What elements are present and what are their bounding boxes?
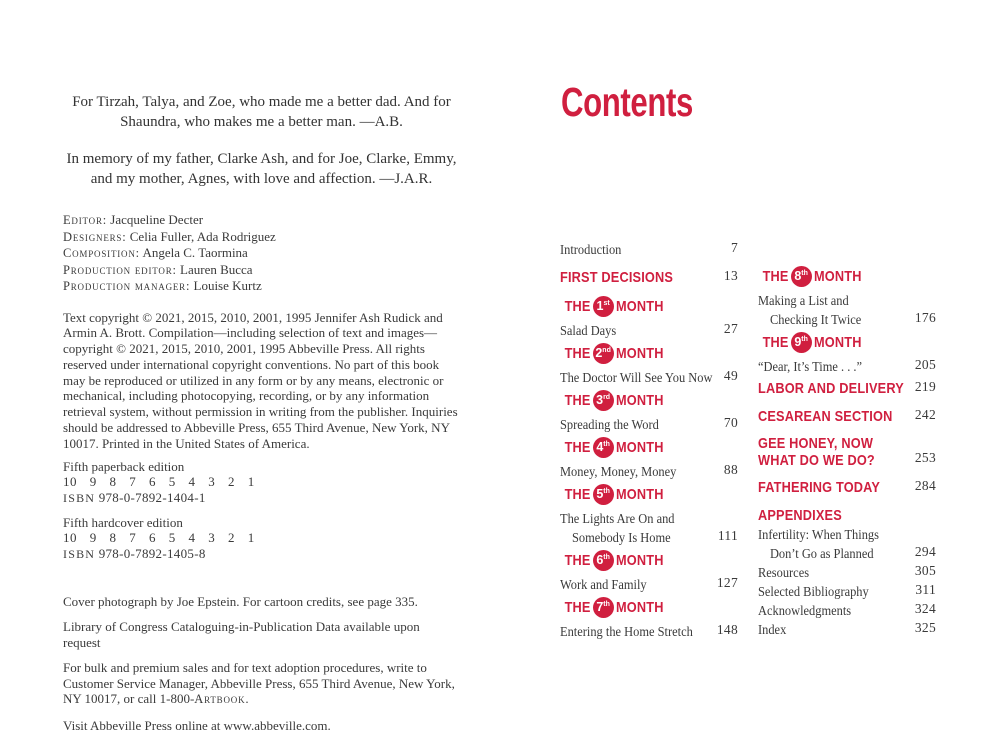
dedication-1 [63,92,460,132]
dedication-1-line2: Shaundra, who makes me a better man. —A.B. [120,114,403,130]
toc-page-number: 148 [716,622,738,637]
toc-page-number: 294 [914,544,936,559]
dedication-1-line1: For Tirzah, Talya, and Zoe, who made me a better dad. And for [72,94,451,110]
page-title: Contents [561,79,693,125]
toc-page-number: 13 [723,268,738,283]
toc-section-title: GEE HONEY, NOW WHAT DO WE DO? [758,435,875,469]
edition-title: Fifth hardcover edition [63,514,183,530]
isbn-line [63,490,460,506]
publisher-notes [63,594,460,734]
month-heading-the: THE [564,345,591,362]
month-heading-the: THE [762,268,789,285]
copyright-page [63,92,460,733]
month-heading-month: MONTH [615,298,664,315]
edition-hardcover [63,515,460,562]
month-number-badge: 3 rd [593,390,614,411]
month-heading-month: MONTH [813,268,862,285]
edition-paperback [63,459,460,506]
credit-composition [63,245,460,262]
toc-subtitle: The Lights Are On and Somebody Is Home [560,511,675,545]
toc-subtitle-row [560,415,738,434]
month-heading-the: THE [762,334,789,351]
month-number-badge: 6 th [593,550,614,571]
printers-key: 10 9 8 7 6 5 4 3 2 1 [63,473,255,489]
isbn-label: ISBN [63,546,96,561]
toc-page-number: 111 [717,528,738,543]
toc-page-number: 88 [723,462,738,477]
toc-subtitle: Infertility: When Things Don’t Go as Planned [758,527,879,561]
month-number-badge: 5 th [593,484,614,505]
toc-page-number: 325 [914,620,936,635]
month-heading-month: MONTH [615,486,664,503]
credit-production-editor [63,262,460,279]
toc-entry-month-5 [560,484,738,547]
toc-page-number: 127 [716,575,738,590]
isbn-label: ISBN [63,490,96,505]
bulk-sales-note [63,660,460,708]
credit-label: Designers: [63,229,127,244]
month-heading [560,343,738,364]
toc-section-title: APPENDIXES [758,507,842,524]
isbn-number: 978-0-7892-1404-1 [98,489,206,505]
toc-entry-acknowledgments [758,601,936,620]
toc-page-number: 219 [914,379,936,394]
toc-page-number: 49 [723,368,738,383]
credit-production-manager [63,278,460,295]
toc-title-text: Introduction [560,242,622,257]
credit-value: Celia Fuller, Ada Rodriguez [129,228,276,244]
month-heading [758,332,936,353]
toc-entry-appendixes-heading [758,506,936,525]
month-heading-the: THE [564,486,591,503]
toc-entry-index [758,620,936,639]
toc-subtitle-row [560,509,738,547]
month-number-badge: 4 th [593,437,614,458]
copyright-paragraph: Text copyright © 2021, 2015, 2010, 2001, 1995 Jennifer Ash Rudick and Armin A. Brott. Compilation—including selection of text and images—copyright © 2021, 2015, 2010, 2001, 1995 Abbeville Press. All rights reserved under international copyright conventions. No part of this book may be reproduced or utilized in any form or by any means, electronic or mechanical, including photocopying, recording, or by any information retrieval system, without permission in writing from the publisher. Inquiries should be addressed to Abbeville Press, 655 Third Avenue, New York, NY 10017. Printed in the United States of America. [63,309,458,451]
month-number-badge: 7 th [593,597,614,618]
toc-subtitle: “Dear, It’s Time . . .” [758,359,863,374]
isbn-number: 978-0-7892-1405-8 [98,545,206,561]
month-heading [560,296,738,317]
credits-list [63,212,460,295]
library-of-congress-note: Library of Congress Cataloguing-in-Publication Data available upon request [63,619,420,650]
toc-entry-first-decisions [560,268,738,287]
credit-label: Composition: [63,246,140,260]
toc-subtitle-row [758,357,936,376]
month-heading [560,437,738,458]
credit-designers [63,229,460,246]
toc-entry-month-4 [560,437,738,481]
toc-entry-month-8 [758,266,936,329]
dedication-2-line2: and my mother, Agnes, with love and affection. —J.A.R. [90,171,433,187]
toc-subtitle-row [560,575,738,594]
toc-subtitle: Money, Money, Money [560,464,677,479]
month-number-badge: 2 nd [593,343,614,364]
toc-page-number: 176 [914,310,936,325]
toc-title-text: Index [758,622,787,637]
toc-column-1 [560,240,738,644]
month-heading-month: MONTH [813,334,862,351]
month-heading [560,484,738,505]
month-heading-the: THE [564,599,591,616]
month-number-badge: 1 st [593,296,614,317]
website-note: Visit Abbeville Press online at www.abbeville.com. [63,717,331,733]
toc-page-number: 242 [914,407,936,422]
toc-subtitle-row [560,368,738,387]
toc-entry-infertility [758,525,936,563]
credit-label: Editor: [63,213,108,227]
month-heading-month: MONTH [615,552,664,569]
edition-title: Fifth paperback edition [63,458,185,474]
credit-value: Lauren Bucca [180,261,253,277]
toc-entry-month-2 [560,343,738,387]
toc-page-number: 70 [723,415,738,430]
toc-title-text: Acknowledgments [758,603,852,618]
toc-entry-month-3 [560,390,738,434]
credit-label: Production manager: [63,279,191,293]
cover-credit-note: Cover photograph by Joe Epstein. For cartoon credits, see page 335. [63,593,418,609]
toc-subtitle: Salad Days [560,323,617,338]
toc-section-title: FIRST DECISIONS [560,269,674,286]
month-heading [560,597,738,618]
credit-editor [63,212,460,229]
month-heading-month: MONTH [615,439,664,456]
toc-entry-gee-honey [758,435,936,469]
toc-subtitle-row [758,291,936,329]
month-number-badge: 8 th [791,266,812,287]
month-heading-the: THE [564,439,591,456]
month-number-badge: 9 th [791,332,812,353]
toc-subtitle: Making a List and Checking It Twice [758,293,862,327]
toc-entry-month-1 [560,296,738,340]
toc-entry-introduction [560,240,738,259]
toc-page-number: 305 [914,563,936,578]
month-heading [758,266,936,287]
printers-key: 10 9 8 7 6 5 4 3 2 1 [63,529,255,545]
toc-page-number: 253 [914,450,936,465]
credit-label: Production editor: [63,262,177,277]
toc-page-number: 311 [915,582,936,597]
toc-entry-fathering-today [758,478,936,497]
month-heading-month: MONTH [615,599,664,616]
toc-page-number: 7 [730,240,738,255]
toc-page-number: 284 [914,478,936,493]
credit-value: Angela C. Taormina [142,245,248,260]
toc-page-number: 205 [914,357,936,372]
toc-column-2 [758,266,936,639]
toc-subtitle: Entering the Home Stretch [560,624,693,639]
toc-subtitle: Work and Family [560,577,647,592]
toc-page-number: 27 [723,321,738,336]
toc-section-title: LABOR AND DELIVERY [758,380,904,397]
credit-value: Louise Kurtz [193,278,262,293]
month-heading [560,550,738,571]
toc-subtitle-row [560,462,738,481]
dedication-2-line1: In memory of my father, Clarke Ash, and for Joe, Clarke, Emmy, [66,151,457,167]
toc-section-title: FATHERING TODAY [758,479,881,496]
toc-subtitle-row [560,622,738,641]
toc-subtitle-row [560,321,738,340]
toc-entry-resources [758,563,936,582]
toc-entry-month-7 [560,597,738,641]
toc-section-title: CESAREAN SECTION [758,408,893,425]
bulk-sales-period: . [245,691,249,707]
month-heading-the: THE [564,392,591,409]
toc-entry-month-6 [560,550,738,594]
appendixes-block [758,506,936,639]
toc-subtitle: The Doctor Will See You Now [560,370,713,385]
month-heading-the: THE [564,298,591,315]
toc-title-text: Resources [758,565,810,580]
toc-entry-month-9 [758,332,936,376]
month-heading-the: THE [564,552,591,569]
toc-page-number: 324 [914,601,936,616]
dedication-2 [63,149,460,189]
toc-entry-labor-and-delivery [758,379,936,398]
toc-entry-cesarean-section [758,407,936,426]
month-heading-month: MONTH [615,345,664,362]
month-heading-month: MONTH [615,392,664,409]
toc-entry-selected-bibliography [758,582,936,601]
artbook-brand: Artbook [194,692,246,707]
toc-title-text: Selected Bibliography [758,584,869,599]
toc-subtitle: Spreading the Word [560,417,659,432]
month-heading [560,390,738,411]
isbn-line [63,546,460,562]
credit-value: Jacqueline Decter [110,212,204,227]
bulk-sales-text: For bulk and premium sales and for text adoption procedures, write to Customer Service Manager, Abbeville Press, 655 Third Avenue, New York, NY 10017, or call 1-800- [63,660,455,707]
